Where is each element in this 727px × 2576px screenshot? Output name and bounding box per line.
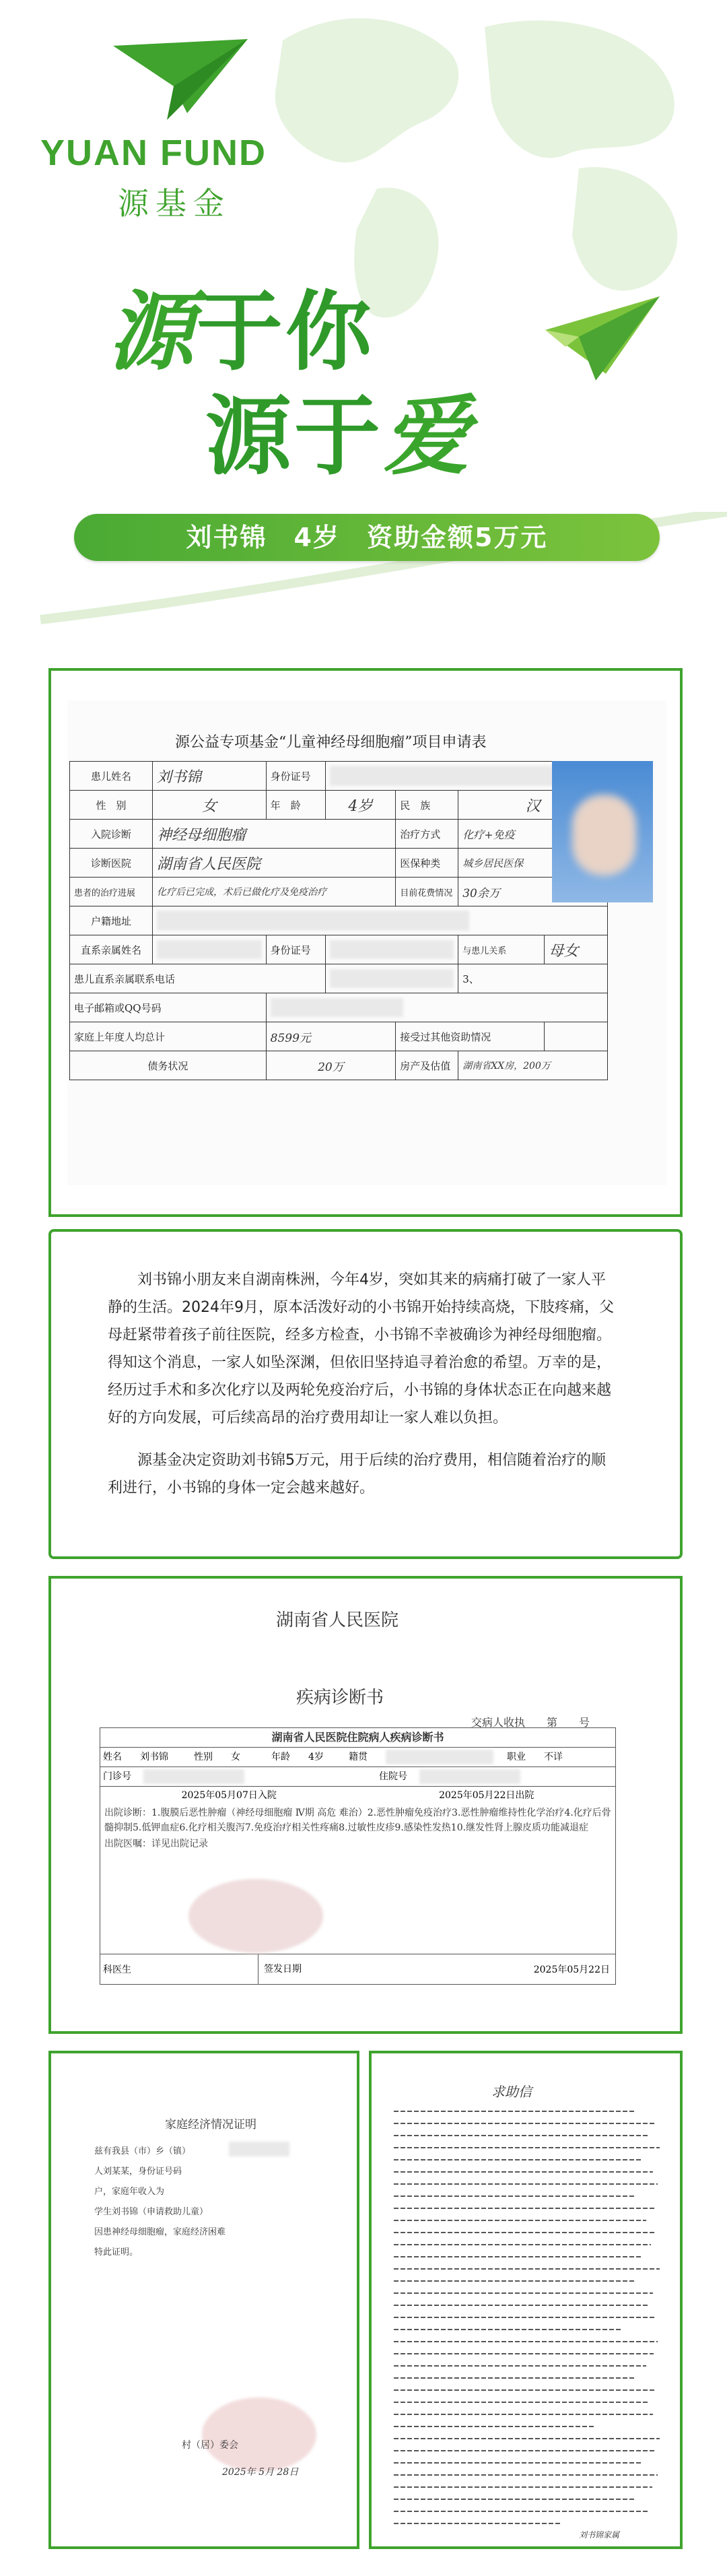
dx-inpatient-redaction <box>419 1769 520 1784</box>
letter-handwriting-line <box>394 2523 562 2524</box>
letter-handwriting-line <box>394 2183 658 2185</box>
value-patient-name-text: 刘书锦 <box>157 768 202 786</box>
letter-handwriting-line <box>394 2268 660 2270</box>
value-address-redacted <box>153 906 608 935</box>
letter-handwriting-line <box>394 2123 656 2124</box>
label-dx-occupation: 职业 <box>507 1752 526 1762</box>
letter-handwriting-line <box>394 2450 655 2451</box>
label-dx-sign-date: 签发日期 <box>258 1954 318 1984</box>
letter-handwriting-line <box>394 2280 636 2282</box>
letter-signature: 刘书锦家属 <box>579 2530 620 2540</box>
value-age-text: 4岁 <box>348 797 373 815</box>
label-debt: 债务状况 <box>70 1051 267 1080</box>
brand-name-cn: 源基金 <box>118 185 231 222</box>
letter-handwriting-line <box>394 2511 650 2512</box>
label-guardian: 直系亲属姓名 <box>70 935 153 964</box>
letter-handwriting-line <box>394 2147 660 2148</box>
value-email-redacted <box>266 993 607 1022</box>
letter-handwriting-line <box>394 2402 650 2403</box>
diagnosis-doc-title: 疾病诊断书 <box>296 1688 384 1708</box>
value-patient-name <box>153 762 267 791</box>
dx-stamp-redaction <box>188 1879 323 1953</box>
value-phone-redacted <box>325 964 458 993</box>
dx-origin-redaction <box>386 1750 493 1764</box>
label-dx-outpatient: 门诊号 <box>103 1771 131 1782</box>
guardian-id-redaction <box>330 940 454 959</box>
logo-paper-plane-icon <box>113 39 248 127</box>
diagnosis-id-row <box>100 1767 615 1787</box>
letter-handwriting-line <box>394 2426 596 2427</box>
diagnosis-copy-note: 交病人收执 第 号 <box>471 1716 590 1729</box>
letter-handwriting-line <box>394 2244 651 2245</box>
value-debt <box>266 1051 396 1080</box>
letter-handwriting-line <box>394 2389 656 2391</box>
letter-handwriting-line <box>394 2377 636 2379</box>
brand-name-en: YUAN FUND <box>40 133 267 173</box>
label-treatment: 治疗方式 <box>396 820 458 849</box>
diagnosis-info-row <box>100 1748 615 1767</box>
letter-handwriting-line <box>394 2499 636 2500</box>
econ-cert-line-6: 特此证明。 <box>94 2247 139 2257</box>
label-dx-age: 年龄 <box>271 1752 290 1762</box>
label-phone: 患儿直系亲属联系电话 <box>70 964 326 993</box>
econ-cert-redaction <box>229 2142 289 2156</box>
value-income-text: 8599元 <box>270 1031 311 1045</box>
application-form-title: 源公益专项基金“儿童神经母细胞瘤”项目申请表 <box>175 734 487 751</box>
label-spent: 目前花费情况 <box>396 878 458 906</box>
diagnosis-hospital-name: 湖南省人民医院 <box>276 1610 399 1630</box>
label-insurance: 医保种类 <box>396 849 458 878</box>
slogan-line-2-rest: 源于 <box>205 386 384 487</box>
letter-handwriting-line <box>394 2305 650 2306</box>
green-paper-plane-icon <box>545 296 660 384</box>
value-guardian-redacted <box>153 935 267 964</box>
econ-cert-date: 2025年 5月 28日 <box>222 2467 299 2478</box>
value-property-text: 湖南省XX房，200万 <box>462 1061 551 1071</box>
letter-handwriting-line <box>394 2208 655 2209</box>
value-income <box>266 1022 396 1051</box>
value-dx-name: 刘书锦 <box>140 1752 168 1762</box>
label-dx-dept: 科医生 <box>103 1964 131 1975</box>
letter-handwriting-line <box>394 2159 643 2160</box>
letter-handwriting-line <box>394 2414 653 2415</box>
econ-cert-line-2: 人刘某某，身份证号码 <box>94 2167 182 2177</box>
label-id-no: 身份证号 <box>266 762 325 791</box>
patient-photo-redacted <box>552 761 653 902</box>
dx-signature-row <box>100 1954 615 1984</box>
letter-handwriting-line <box>394 2317 656 2318</box>
letter-handwriting <box>394 2108 663 2524</box>
letter-handwriting-line <box>394 2438 660 2439</box>
value-gender-text: 女 <box>201 797 217 815</box>
letter-handwriting-line <box>394 2462 643 2464</box>
slogan-line-2 <box>205 367 472 491</box>
value-admission-diagnosis <box>153 820 396 849</box>
label-patient-name: 患儿姓名 <box>70 762 153 791</box>
econ-cert-line-1: 兹有我县（市）乡（镇） <box>94 2146 191 2156</box>
guardian-redaction <box>157 940 262 959</box>
label-email: 电子邮箱或QQ号码 <box>70 993 267 1022</box>
letter-handwriting-line <box>394 2220 646 2221</box>
label-gender: 性 别 <box>70 791 153 820</box>
value-spent-text: 30余万 <box>462 886 500 900</box>
econ-cert-line-5: 因患神经母细胞瘤，家庭经济困难 <box>94 2227 226 2237</box>
email-redaction <box>271 998 404 1017</box>
econ-cert-body <box>94 2142 323 2263</box>
letter-handwriting-line <box>394 2195 636 2197</box>
value-hospital <box>153 849 396 878</box>
diagnosis-sheet-title: 湖南省人民医院住院病人疾病诊断书 <box>100 1728 615 1748</box>
value-dx-sign-date: 2025年05月22日 <box>533 1964 610 1975</box>
value-progress <box>153 878 396 906</box>
label-dx-name: 姓名 <box>103 1752 122 1762</box>
dx-advice: 出院医嘱：详见出院记录 <box>104 1839 208 1849</box>
value-dx-gender: 女 <box>231 1752 240 1762</box>
label-address: 户籍地址 <box>70 906 153 935</box>
value-debt-text: 20万 <box>318 1060 344 1074</box>
value-admission-diagnosis-text: 神经母细胞瘤 <box>157 826 246 844</box>
value-dx-age: 4岁 <box>308 1752 324 1762</box>
letter-handwriting-line <box>394 2353 654 2354</box>
econ-cert-stamp-redaction <box>202 2398 316 2472</box>
letter-handwriting-line <box>394 2256 643 2257</box>
headline-banner: 刘书锦 4岁 资助金额5万元 <box>74 514 660 561</box>
value-relation <box>545 935 608 964</box>
dx-admit-date: 2025年05月07日入院 <box>181 1790 277 1801</box>
value-age <box>325 791 396 820</box>
letter-handwriting-line <box>394 2486 652 2488</box>
label-age: 年 龄 <box>266 791 325 820</box>
value-insurance-text: 城乡居民医保 <box>462 857 524 869</box>
label-other-aid: 接受过其他资助情况 <box>396 1022 545 1051</box>
econ-cert-signoff: 村（居）委会 <box>182 2440 238 2451</box>
label-dx-gender: 性别 <box>194 1752 213 1762</box>
label-relation: 与患儿关系 <box>458 935 545 964</box>
value-ethnicity-text: 汉 <box>525 797 541 815</box>
label-dx-origin: 籍贯 <box>349 1752 368 1762</box>
label-income: 家庭上年度人均总计 <box>70 1022 267 1051</box>
value-guardian-id-redacted <box>325 935 458 964</box>
address-redaction <box>157 911 469 931</box>
letter-handwriting-line <box>394 2111 636 2112</box>
value-gender <box>153 791 267 820</box>
application-table <box>69 761 608 1080</box>
story-paragraph-1: 刘书锦小朋友来自湖南株洲，今年4岁，突如其来的病痛打破了一家人平静的生活。2024年9月，原本活泼好动的小书锦开始持续高烧，下肢疼痛，父母赶紧带着孩子前往医院，经多方检查，小书锦不幸被确诊为神经母细胞瘤。得知这个消息，一家人如坠深渊，但依旧坚持追寻着治愈的希望。万幸的是，经历过手术和多次化疗以及两轮免疫治疗后，小书锦的身体状态正在向越来越好的方向发展，可后续高昂的治疗费用却让一家人难以负担。 <box>108 1272 614 1426</box>
dx-diagnosis-text: 出院诊断：1.腹膜后恶性肿瘤（神经母细胞瘤 Ⅳ期 高危 难治）2.恶性肿瘤免疫治疗3.恶性肿瘤维持性化学治疗4.化疗后骨髓抑制5.低钾血症6.化疗相关腹泻7.免疫治疗相关性疼痛8.过敏性皮疹9.感染性发热10.继发性肾上腺皮质功能减退症 <box>104 1808 611 1833</box>
slogan-line-2-accent: 爱 <box>383 386 473 487</box>
letter-handwriting-line <box>394 2292 653 2294</box>
value-relation-text: 母女 <box>549 942 579 960</box>
story-paragraph-2: 源基金决定资助刘书锦5万元，用于后续的治疗费用，相信随着治疗的顺利进行，小书锦的身体一定会越来越好。 <box>108 1452 606 1496</box>
label-hospital: 诊断医院 <box>70 849 153 878</box>
value-other-aid <box>545 1022 608 1051</box>
diagnosis-sheet <box>100 1727 616 1985</box>
phone-redaction <box>330 969 454 988</box>
label-progress: 患者的治疗进展 <box>70 878 153 906</box>
label-admission-diagnosis: 入院诊断 <box>70 820 153 849</box>
letter-handwriting-line <box>394 2232 656 2233</box>
story-text <box>108 1266 619 1517</box>
label-property: 房产及估值 <box>396 1051 458 1080</box>
label-ethnicity: 民 族 <box>396 791 458 820</box>
value-phone-3: 3、 <box>458 964 608 993</box>
photo-face-blur <box>572 795 636 876</box>
label-dx-inpatient: 住院号 <box>379 1771 407 1782</box>
dx-outpatient-redaction <box>143 1769 244 1784</box>
slogan-line-1-rest: 于你 <box>197 282 375 383</box>
letter-handwriting-line <box>394 2474 658 2476</box>
letter-handwriting-line <box>394 2365 646 2367</box>
econ-cert-line-3: 户，家庭年收入为 <box>94 2187 165 2197</box>
diagnosis-date-row <box>100 1787 615 1804</box>
value-dx-occupation: 不详 <box>544 1752 563 1762</box>
econ-cert-title: 家庭经济情况证明 <box>165 2118 256 2132</box>
letter-title: 求助信 <box>491 2084 532 2100</box>
slogan-line-1-accent: 源 <box>108 282 197 383</box>
value-property <box>458 1051 608 1080</box>
letter-handwriting-line <box>394 2341 658 2342</box>
value-treatment-text: 化疗+免疫 <box>462 828 515 841</box>
label-guardian-id: 身份证号 <box>266 935 325 964</box>
letter-handwriting-line <box>394 2135 650 2136</box>
econ-cert-line-4: 学生刘书锦（申请救助儿童） <box>94 2207 209 2217</box>
value-progress-text: 化疗后已完成，术后已做化疗及免疫治疗 <box>157 887 326 898</box>
letter-handwriting-line <box>394 2171 653 2173</box>
value-hospital-text: 湖南省人民医院 <box>157 855 261 873</box>
letter-handwriting-line <box>394 2329 623 2330</box>
dx-discharge-date: 2025年05月22日出院 <box>439 1790 534 1801</box>
